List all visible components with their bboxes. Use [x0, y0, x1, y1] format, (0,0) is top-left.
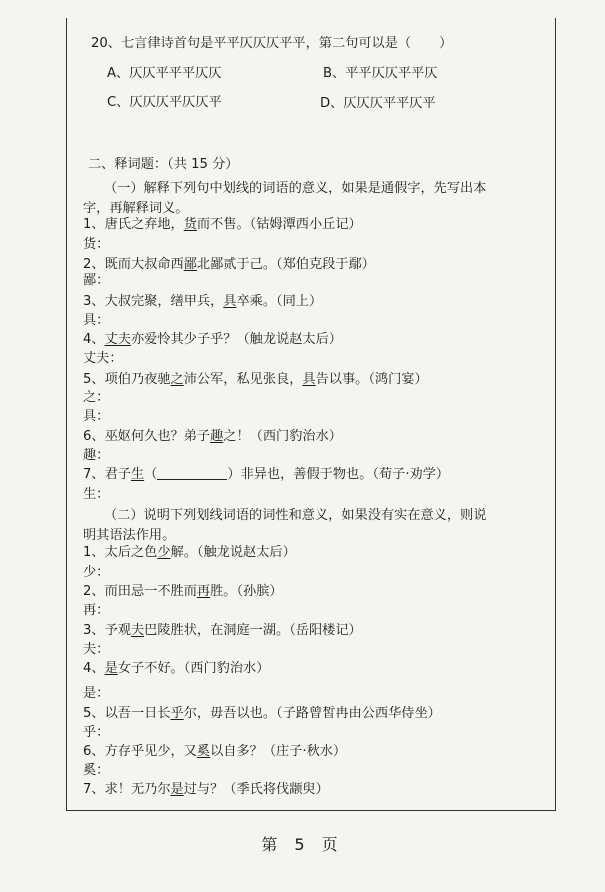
part1-instruction-line1: （一）解释下列句中划线的词语的意义，如果是通假字，先写出本 — [104, 181, 487, 196]
exam-page-frame — [66, 18, 556, 811]
part1-item-6: 6、巫妪何久也？弟子趣之！（西门豹治水） — [83, 429, 342, 444]
part2-item-2: 2、而田忌一不胜而再胜。（孙膑） — [83, 584, 283, 599]
part2-instruction-line1: （二）说明下列划线词语的词性和意义，如果没有实在意义，则说 — [104, 508, 487, 523]
part1-item-4: 4、丈夫亦爱怜其少子乎？（触龙说赵太后） — [83, 332, 342, 347]
part2-answer-6: 奚： — [83, 763, 110, 778]
part1-answer-4: 丈夫： — [83, 351, 123, 366]
part1-answer-5b: 具： — [83, 409, 110, 424]
q20-option-c: C、仄仄仄平仄仄平 — [107, 95, 222, 110]
part2-answer-4: 是： — [83, 686, 110, 701]
part2-answer-2: 再： — [83, 603, 110, 618]
q20-option-a: A、仄仄平平平仄仄 — [107, 66, 222, 81]
part1-item-5: 5、项伯乃夜驰之沛公军，私见张良，具告以事。（鸿门宴） — [83, 372, 428, 387]
part1-answer-6: 趣： — [83, 448, 110, 463]
part1-item-1: 1、唐氏之弃地，货而不售。（钴姆潭西小丘记） — [83, 217, 362, 232]
part2-answer-3: 夫： — [83, 642, 110, 657]
part1-answer-2: 鄙： — [83, 273, 110, 288]
part1-item-3: 3、大叔完聚，缮甲兵，具卒乘。（同上） — [83, 294, 323, 309]
part1-answer-7: 生： — [83, 487, 110, 502]
part2-answer-1: 少： — [83, 565, 110, 580]
part1-item-7: 7、君子生（ ）非异也，善假于物也。（荀子·劝学） — [83, 467, 450, 482]
part1-answer-5a: 之： — [83, 390, 110, 405]
part1-answer-1: 货： — [83, 237, 110, 252]
part2-item-1: 1、太后之色少解。（触龙说赵太后） — [83, 545, 296, 560]
part1-instruction-line2: 字，再解释词义。 — [83, 201, 189, 216]
q20-option-d: D、仄仄仄平平仄平 — [320, 96, 436, 111]
section2-title: 二、释词题：（共 15 分） — [88, 157, 239, 172]
part2-item-6: 6、方存乎见少，又奚以自多？（庄子·秋水） — [83, 744, 347, 759]
q20-option-b: B、平平仄仄平平仄 — [323, 66, 438, 81]
fill-blank — [157, 467, 227, 480]
part2-item-4: 4、是女子不好。（西门豹治水） — [83, 661, 270, 676]
q20-stem: 20、七言律诗首句是平平仄仄仄平平，第二句可以是（ ） — [91, 36, 453, 51]
page-number: 第 5 页 — [261, 835, 344, 854]
part2-item-5: 5、以吾一日长乎尔，毋吾以也。（子路曾皙冉由公西华侍坐） — [83, 706, 441, 721]
part2-item-7: 7、求！无乃尔是过与？（季氏将伐颛臾） — [83, 782, 329, 797]
part2-instruction-line2: 明其语法作用。 — [83, 528, 176, 543]
part1-item-2: 2、既而大叔命西鄙北鄙贰于己。（郑伯克段于鄢） — [83, 257, 375, 272]
part2-item-3: 3、予观夫巴陵胜状，在洞庭一湖。（岳阳楼记） — [83, 623, 362, 638]
part1-answer-3: 具： — [83, 313, 110, 328]
part2-answer-5: 乎： — [83, 725, 110, 740]
